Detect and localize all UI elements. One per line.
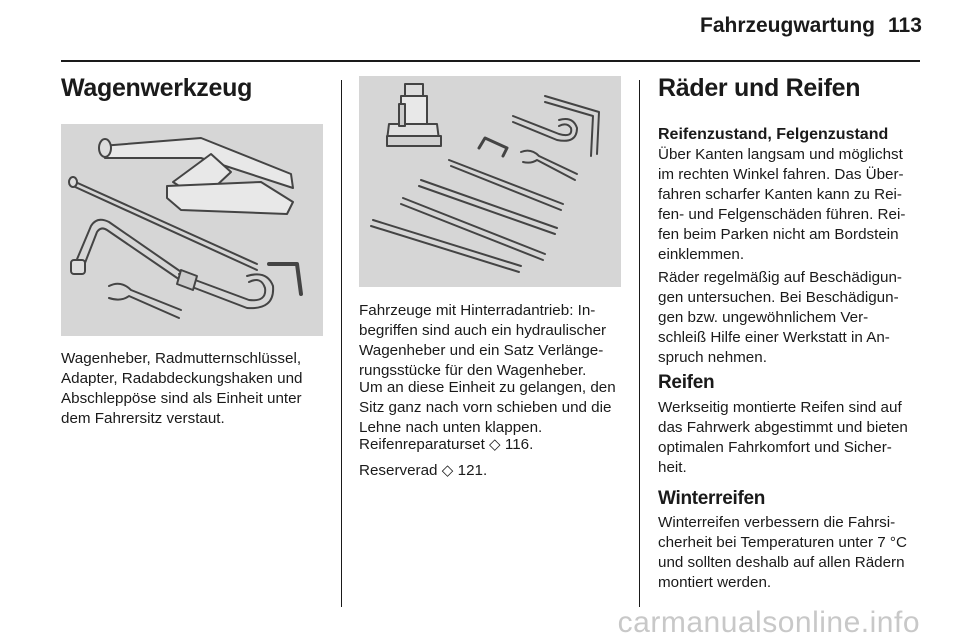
text-line: rungsstücke für den Wagenheber. bbox=[359, 362, 587, 379]
text-line: schleiß Hilfe einer Werkstatt in An- bbox=[658, 329, 890, 346]
rwd-paragraph bbox=[359, 301, 606, 381]
tool-kit-caption bbox=[61, 349, 303, 429]
text-line: im rechten Winkel fahren. Das Über- bbox=[658, 166, 904, 183]
text-line: montiert werden. bbox=[658, 574, 772, 591]
text-line: spruch nehmen. bbox=[658, 349, 767, 366]
text-line: gen untersuchen. Bei Beschädigun- bbox=[658, 289, 899, 306]
page-header-title: Fahrzeugwartung bbox=[700, 14, 876, 37]
reifenzustand-paragraph-1 bbox=[658, 145, 905, 265]
column-divider-1 bbox=[341, 80, 342, 607]
watermark: carmanualsonline.info bbox=[617, 606, 920, 639]
spare-wheel-reference[interactable]: Reserverad ◇ 121. bbox=[359, 462, 488, 479]
text-line: Sitz ganz nach vorn schieben und die bbox=[359, 399, 612, 416]
text-line: Lehne nach unten klappen. bbox=[359, 419, 543, 436]
caption-line: Adapter, Radabdeckungshaken und bbox=[61, 370, 303, 387]
text-line: einklemmen. bbox=[658, 246, 745, 263]
text-line: Um an diese Einheit zu gelangen, den bbox=[359, 379, 616, 396]
text-line: Über Kanten langsam und möglichst bbox=[658, 146, 903, 163]
tool-kit-illustration bbox=[61, 124, 323, 336]
access-paragraph bbox=[359, 378, 616, 438]
text-line: begriffen sind auch ein hydraulischer bbox=[359, 322, 607, 339]
winterreifen-paragraph bbox=[658, 513, 907, 593]
text-line: heit. bbox=[658, 459, 687, 476]
text-line: Werkseitig montierte Reifen sind auf bbox=[658, 399, 902, 416]
text-line: fahren scharfer Kanten kann zu Rei- bbox=[658, 186, 902, 203]
text-line: Fahrzeuge mit Hinterradantrieb: In- bbox=[359, 302, 596, 319]
reifenzustand-paragraph-2 bbox=[658, 268, 902, 368]
caption-line: dem Fahrersitz verstaut. bbox=[61, 410, 225, 427]
text-line: cherheit bei Temperaturen unter 7 °C bbox=[658, 534, 907, 551]
text-line: Winterreifen verbessern die Fahrsi- bbox=[658, 514, 896, 531]
text-line: optimalen Fahrkomfort und Sicher- bbox=[658, 439, 892, 456]
text-line: das Fahrwerk abgestimmt und bieten bbox=[658, 419, 908, 436]
text-line: gen bzw. ungewöhnlichem Ver- bbox=[658, 309, 869, 326]
section-heading-raeder-reifen: Räder und Reifen bbox=[658, 74, 861, 102]
text-line: fen beim Parken nicht am Bordstein bbox=[658, 226, 899, 243]
subheading-reifenzustand: Reifenzustand, Felgenzustand bbox=[658, 126, 889, 143]
section-heading-wagenwerkzeug: Wagenwerkzeug bbox=[61, 74, 253, 102]
reifen-paragraph bbox=[658, 398, 908, 478]
text-line: Wagenheber und ein Satz Verlänge- bbox=[359, 342, 604, 359]
subheading-reifen: Reifen bbox=[658, 372, 715, 393]
caption-line: Abschleppöse sind als Einheit unter bbox=[61, 390, 302, 407]
caption-line: Wagenheber, Radmutternschlüssel, bbox=[61, 350, 302, 367]
subheading-winterreifen: Winterreifen bbox=[658, 488, 766, 509]
text-line: fen- und Felgenschäden führen. Rei- bbox=[658, 206, 906, 223]
tire-repair-reference[interactable]: Reifenreparaturset ◇ 116. bbox=[359, 436, 534, 453]
text-line: Räder regelmäßig auf Beschädigun- bbox=[658, 269, 902, 286]
hydraulic-jack-illustration bbox=[359, 76, 621, 287]
page-number: 113 bbox=[888, 14, 922, 37]
header-rule bbox=[61, 60, 920, 62]
column-divider-2 bbox=[639, 80, 640, 607]
text-line: und sollten deshalb auf allen Rädern bbox=[658, 554, 905, 571]
